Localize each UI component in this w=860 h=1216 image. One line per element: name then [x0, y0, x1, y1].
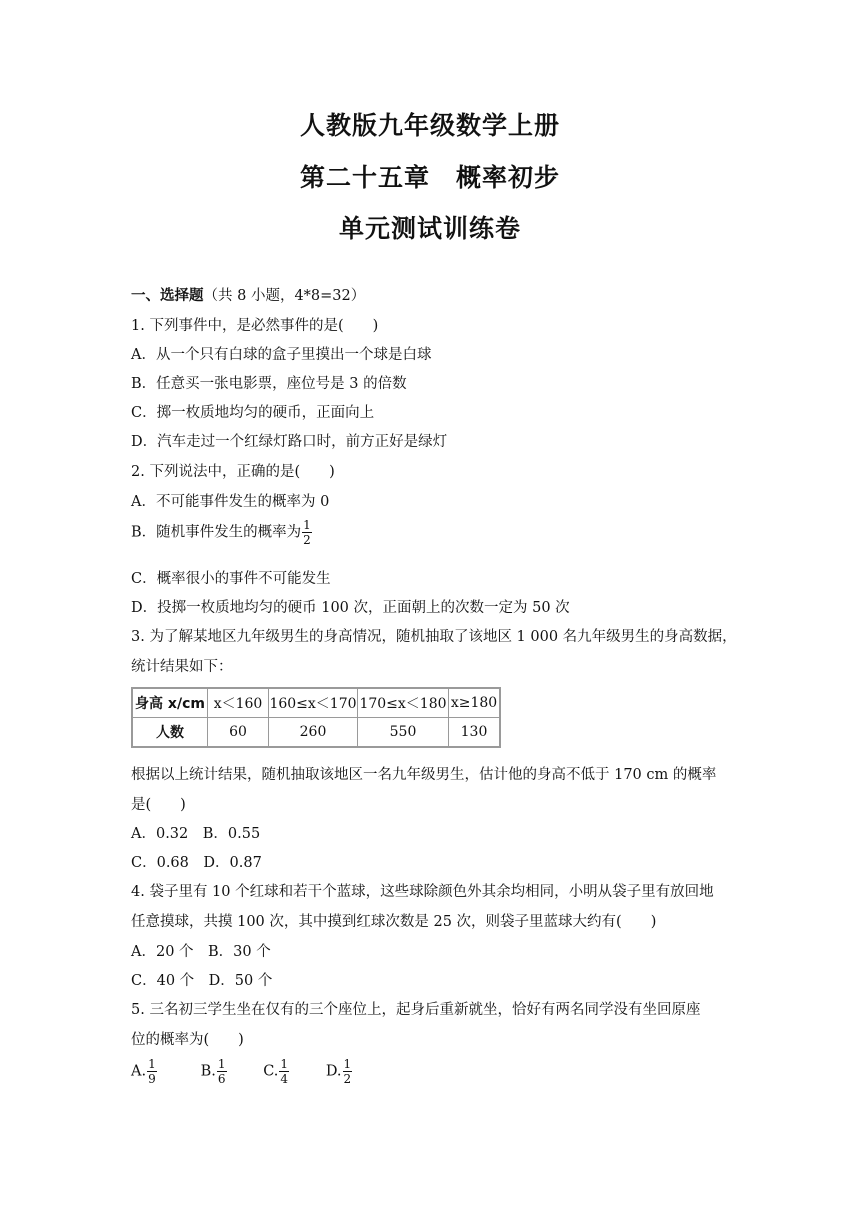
q3-after-line-1: 根据以上统计结果，随机抽取该地区一名九年级男生，估计他的身高不低于 170 cm 的概率: [131, 767, 717, 783]
fraction-denominator: 9: [148, 1072, 156, 1086]
title-line-2: 第二十五章 概率初步: [299, 163, 560, 192]
fraction-numerator: 1: [303, 518, 311, 532]
table-header-cell: 170≤x＜180: [358, 688, 449, 718]
q3-stem-line-2: 统计结果如下：: [131, 659, 233, 675]
q2-option-b-text: B．随机事件发生的概率为: [131, 524, 302, 541]
option-label: A.: [131, 1063, 147, 1080]
q2-option-a: A．不可能事件发生的概率为 0: [131, 494, 330, 510]
height-stats-table: [131, 687, 501, 748]
q5-option-c: [263, 1057, 321, 1086]
option-label: C.: [263, 1063, 279, 1080]
fraction-numerator: 1: [148, 1057, 156, 1071]
fraction-denominator: 6: [217, 1072, 226, 1086]
q4-stem-line-2: 任意摸球，共摸 100 次，其中摸到红球次数是 25 次，则袋子里蓝球大约有( ): [131, 914, 657, 930]
q3-options-line-1: A．0.32 B．0.55: [131, 826, 261, 842]
title-line-1: 人教版九年级数学上册: [299, 111, 560, 140]
fraction-denominator: 2: [343, 1072, 352, 1086]
fraction: [343, 1057, 353, 1086]
section-label: 一、选择题: [131, 288, 204, 304]
q5-options: [131, 1057, 352, 1086]
table-header-cell: x＜160: [208, 688, 269, 718]
q3-options-line-2: C．0.68 D．0.87: [131, 855, 262, 871]
option-label: D.: [325, 1063, 342, 1080]
q1-option-c: C．掷一枚质地均匀的硬币，正面向上: [131, 405, 375, 421]
table-header-row: [132, 688, 500, 718]
q1-stem: 1. 下列事件中，是必然事件的是( ): [131, 318, 379, 334]
q5-stem-line-1: 5. 三名初三学生坐在仅有的三个座位上，起身后重新就坐，恰好有两名同学没有坐回原座: [131, 1002, 701, 1018]
q1-option-a: A．从一个只有白球的盒子里摸出一个球是白球: [131, 347, 432, 363]
section-info: （共 8 小题，4*8=32）: [203, 288, 366, 304]
fraction: [147, 1057, 157, 1086]
q2-option-d: D．投掷一枚质地均匀的硬币 100 次，正面朝上的次数一定为 50 次: [131, 600, 570, 616]
table-cell: 130: [449, 718, 501, 748]
table-cell: 60: [208, 718, 269, 748]
q2-option-c: C．概率很小的事件不可能发生: [131, 571, 331, 587]
fraction-numerator: 1: [343, 1057, 352, 1071]
table-row: [132, 718, 500, 748]
table-cell: 人数: [132, 718, 208, 748]
section-heading: [131, 284, 365, 305]
q3-after-line-2: 是( ): [131, 797, 186, 813]
q3-stem-line-1: 3. 为了解某地区九年级男生的身高情况，随机抽取了该地区 1 000 名九年级男生的身高数据，: [131, 629, 737, 645]
q2-option-b: [131, 518, 312, 547]
q5-option-a: [131, 1057, 196, 1086]
q1-option-d: D．汽车走过一个红绿灯路口时，前方正好是绿灯: [131, 434, 448, 450]
q4-stem-line-1: 4. 袋子里有 10 个红球和若干个蓝球，这些球除颜色外其余均相同，小明从袋子里有放回地: [131, 884, 714, 900]
fraction: [302, 518, 312, 547]
q2-stem: 2. 下列说法中，正确的是( ): [131, 464, 335, 480]
table-cell: 550: [358, 718, 449, 748]
fraction-numerator: 1: [217, 1057, 226, 1071]
fraction-denominator: 2: [303, 533, 311, 547]
q5-option-b: [201, 1057, 259, 1086]
option-label: B.: [200, 1063, 216, 1080]
fraction-denominator: 4: [280, 1072, 289, 1086]
table-header-cell: 160≤x＜170: [269, 688, 358, 718]
q4-options-line-2: C．40 个 D．50 个: [131, 973, 273, 989]
table-header-cell: x≥180: [449, 688, 501, 718]
fraction-numerator: 1: [280, 1057, 289, 1071]
title-line-3: 单元测试训练卷: [338, 214, 521, 243]
q4-options-line-1: A．20 个 B．30 个: [131, 944, 271, 960]
q5-stem-line-2: 位的概率为( ): [131, 1032, 244, 1048]
table-header-cell: 身高 x/cm: [132, 688, 208, 718]
q1-option-b: B．任意买一张电影票，座位号是 3 的倍数: [131, 376, 407, 392]
table-cell: 260: [269, 718, 358, 748]
fraction: [279, 1057, 289, 1086]
fraction: [217, 1057, 227, 1086]
q5-option-d: [326, 1057, 352, 1086]
